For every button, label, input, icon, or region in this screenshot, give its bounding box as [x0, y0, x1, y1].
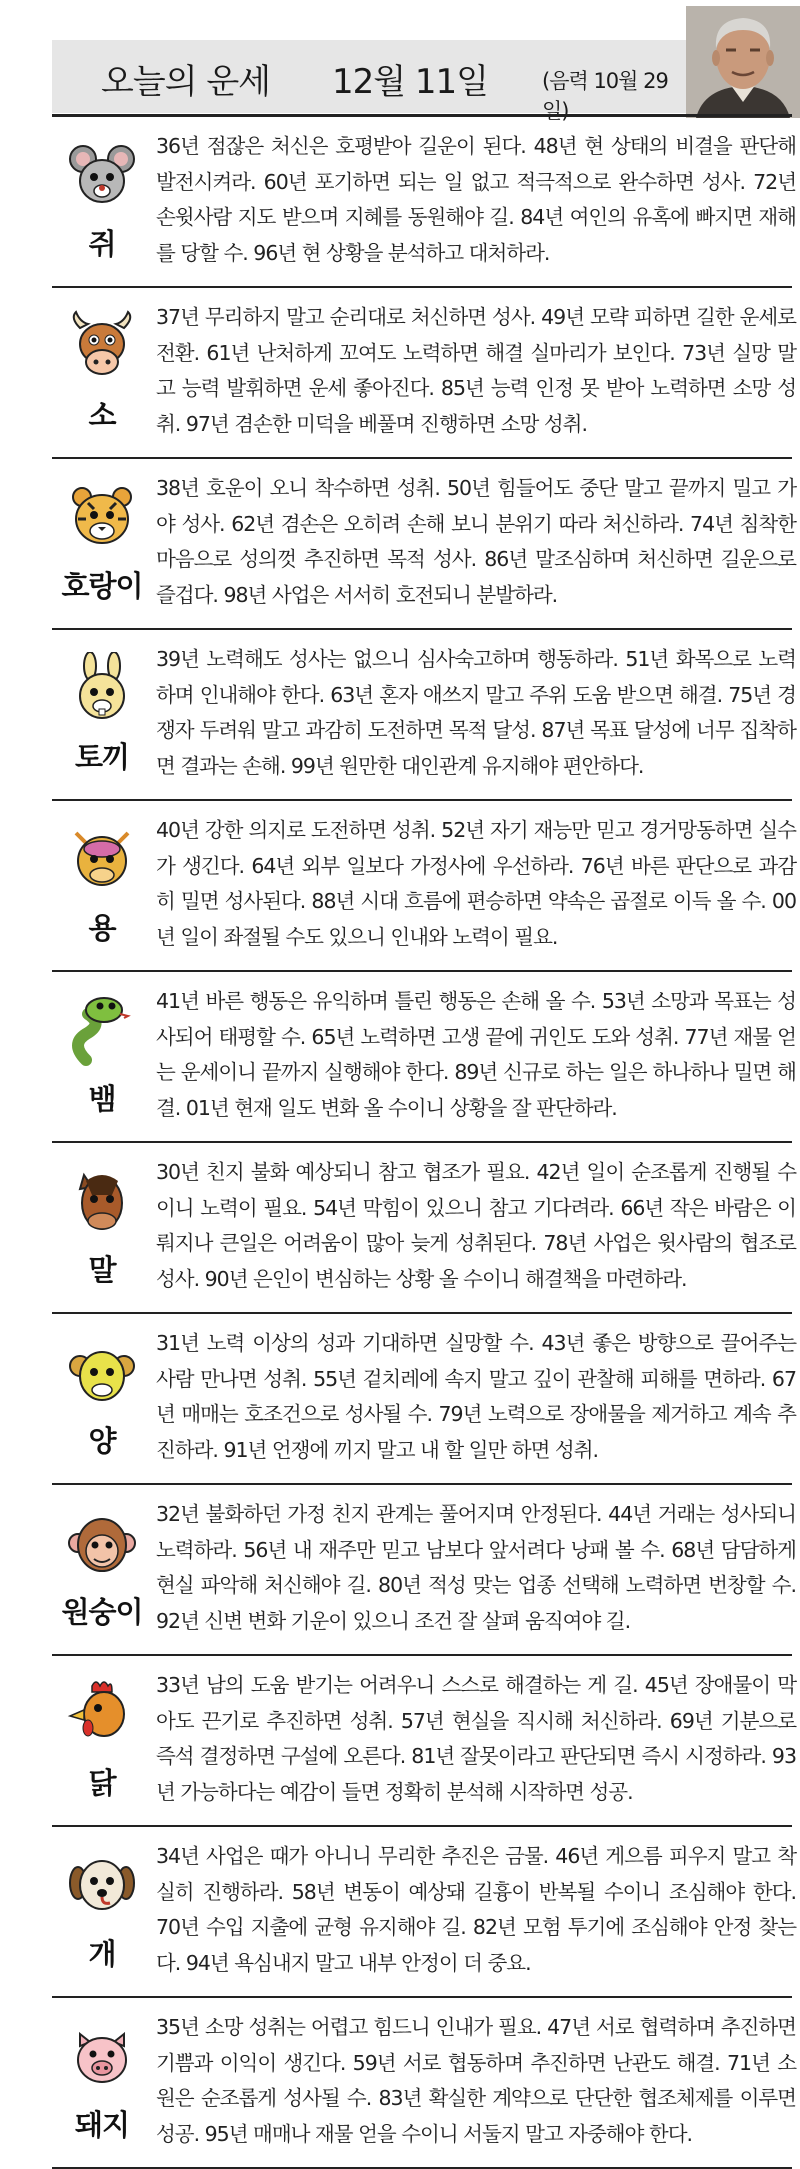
fortune-text: 37년 무리하지 말고 순리대로 처신하면 성사. 49년 모략 피하면 길한 운세로 전환. 61년 난처하게 꼬여도 노력하면 해결 실마리가 보인다. 73년 실망 말고 능력 발휘하면 운세 좋아진다. 85년 능력 인정 못 받아 노력하면 소망 성취. 97년 겸손한 미덕을 베풀며 진행하면 소망 성취. [156, 305, 796, 436]
zodiac-name: 쥐 [88, 227, 116, 261]
fortune-text: 30년 친지 불화 예상되니 참고 협조가 필요. 42년 일이 순조롭게 진행될 수이니 노력이 필요. 54년 막힘이 있으니 참고 기다려라. 66년 작은 바람은 이뤄지나 큰일은 어려움이 많아 늦게 성취된다. 78년 사업은 윗사람의 협조로 성사. 90년 은인이 변심하는 상황 올 수이니 해결책을 마련하라. [156, 1160, 796, 1291]
lunar-date-label: (음력 10월 29일) [542, 69, 668, 123]
zodiac-cell [52, 1314, 152, 1483]
zodiac-name: 뱀 [88, 1082, 116, 1116]
sheep-icon [66, 1336, 138, 1408]
rabbit-icon [66, 652, 138, 724]
zodiac-name: 용 [88, 911, 116, 945]
zodiac-name: 닭 [88, 1766, 116, 1800]
fortune-text: 33년 남의 도움 받기는 어려우니 스스로 해결하는 게 길. 45년 장애물이 막아도 끈기로 추진하면 성취. 57년 현실을 직시해 처신하라. 69년 기분으로 즉석 결정하면 구설에 오른다. 81년 잘못이라고 판단되면 즉시 시정하라. 93년 가능하다는 예감이 들면 정확히 분석해 시작하면 성공. [156, 1673, 796, 1804]
zodiac-cell [52, 1485, 152, 1654]
zodiac-name: 원숭이 [61, 1595, 143, 1629]
dragon-icon [66, 823, 138, 895]
zodiac-row [52, 1143, 796, 1314]
zodiac-name: 양 [88, 1424, 116, 1458]
fortune-text: 31년 노력 이상의 성과 기대하면 실망할 수. 43년 좋은 방향으로 끌어주는 사람 만나면 성취. 55년 겉치레에 속지 말고 깊이 관찰해 피해를 면하라. 67년 매매는 호조건으로 성사될 수. 79년 노력으로 장애물을 제거하고 계속 추진하라. 91년 언쟁에 끼지 말고 내 할 일만 하면 성취. [156, 1331, 796, 1462]
zodiac-row [52, 630, 796, 801]
zodiac-name: 개 [88, 1937, 116, 1971]
zodiac-cell [52, 1827, 152, 1996]
zodiac-row [52, 1656, 796, 1827]
zodiac-row [52, 1998, 796, 2169]
fortune-text: 38년 호운이 오니 착수하면 성취. 50년 힘들어도 중단 말고 끝까지 밀고 가야 성사. 62년 겸손은 오히려 손해 보니 분위기 따라 처신하라. 74년 침착한 마음으로 성의껏 추진하면 목적 성사. 86년 말조심하며 처신하면 길운으로 즐겁다. 98년 사업은 서서히 호전되니 분발하라. [156, 476, 796, 607]
monkey-icon [66, 1507, 138, 1579]
fortune-text: 34년 사업은 때가 아니니 무리한 추진은 금물. 46년 게으름 피우지 말고 착실히 진행하라. 58년 변동이 예상돼 길흉이 반복될 수이니 조심해야 한다. 70년 수입 지출에 균형 유지해야 길. 82년 모험 투기에 조심해야 안정 찾는다. 94년 욕심내지 말고 내부 안정이 더 중요. [156, 1844, 796, 1975]
snake-icon [66, 994, 138, 1066]
pig-icon [66, 2020, 138, 2092]
zodiac-cell [52, 117, 152, 286]
zodiac-cell [52, 801, 152, 970]
rat-icon [66, 139, 138, 211]
header-banner [52, 40, 686, 123]
rooster-icon [66, 1678, 138, 1750]
zodiac-name: 호랑이 [61, 569, 143, 603]
zodiac-cell [52, 972, 152, 1141]
zodiac-cell [52, 288, 152, 457]
fortune-list [52, 114, 796, 2169]
zodiac-row [52, 801, 796, 972]
ox-icon [66, 310, 138, 382]
page-title: 오늘의 운세 [101, 62, 271, 102]
zodiac-row [52, 288, 796, 459]
tiger-icon [66, 481, 138, 553]
zodiac-name: 토끼 [74, 740, 130, 774]
zodiac-cell [52, 1998, 152, 2167]
zodiac-row [52, 1485, 796, 1656]
zodiac-row [52, 459, 796, 630]
dog-icon [66, 1849, 138, 1921]
zodiac-row [52, 972, 796, 1143]
fortune-text: 40년 강한 의지로 도전하면 성취. 52년 자기 재능만 믿고 경거망동하면 실수가 생긴다. 64년 외부 일보다 가정사에 우선하라. 76년 바른 판단으로 과감히 밀면 성사된다. 88년 시대 흐름에 편승하면 약속은 곱절로 이득 올 수. 00년 일이 좌절될 수도 있으니 인내와 노력이 필요. [156, 818, 796, 949]
horse-icon [66, 1165, 138, 1237]
zodiac-cell [52, 1143, 152, 1312]
zodiac-name: 말 [88, 1253, 116, 1287]
zodiac-name: 돼지 [74, 2108, 130, 2142]
zodiac-cell [52, 1656, 152, 1825]
zodiac-row [52, 1314, 796, 1485]
fortune-text: 32년 불화하던 가정 친지 관계는 풀어지며 안정된다. 44년 거래는 성사되니 노력하라. 56년 내 재주만 믿고 남보다 앞서려다 낭패 볼 수. 68년 담담하게 현실 파악해 처신해야 길. 80년 적성 맞는 업종 선택해 노력하면 번창할 수. 92년 신변 변화 기운이 있으니 조건 잘 살펴 움직여야 길. [156, 1502, 796, 1633]
fortune-text: 39년 노력해도 성사는 없으니 심사숙고하며 행동하라. 51년 화목으로 노력하며 인내해야 한다. 63년 혼자 애쓰지 말고 주위 도움 받으면 해결. 75년 경쟁자 두려워 말고 과감히 도전하면 목적 달성. 87년 목표 달성에 너무 집착하면 결과는 손해. 99년 원만한 대인관계 유지해야 편안하다. [156, 647, 796, 778]
zodiac-row [52, 1827, 796, 1998]
zodiac-row [52, 114, 796, 288]
fortune-text: 35년 소망 성취는 어렵고 힘드니 인내가 필요. 47년 서로 협력하며 추진하면 기쁨과 이익이 생긴다. 59년 서로 협동하며 추진하면 난관도 해결. 71년 소원은 순조롭게 성사될 수. 83년 확실한 계약으로 단단한 협조체제를 이루면 성공. 95년 매매나 재물 얻을 수이니 서둘지 말고 자중해야 한다. [156, 2015, 796, 2146]
zodiac-name: 소 [88, 398, 116, 432]
zodiac-cell [52, 630, 152, 799]
author-portrait [686, 6, 800, 118]
fortune-text: 36년 점잖은 처신은 호평받아 길운이 된다. 48년 현 상태의 비결을 판단해 발전시켜라. 60년 포기하면 되는 일 없고 적극적으로 완수하면 성사. 72년 손윗사람 지도 받으며 지혜를 동원해야 길. 84년 여인의 유혹에 빠지면 재해를 당할 수. 96년 현 상황을 분석하고 대처하라. [156, 134, 796, 265]
date-label: 12월 11일 [332, 62, 489, 102]
zodiac-cell [52, 459, 152, 628]
fortune-text: 41년 바른 행동은 유익하며 틀린 행동은 손해 올 수. 53년 소망과 목표는 성사되어 태평할 수. 65년 노력하면 고생 끝에 귀인도 도와 성취. 77년 재물 얻는 운세이니 끝까지 실행해야 한다. 89년 신규로 하는 일은 하나하나 밀면 해결. 01년 현재 일도 변화 올 수이니 상황을 잘 판단하라. [156, 989, 796, 1120]
